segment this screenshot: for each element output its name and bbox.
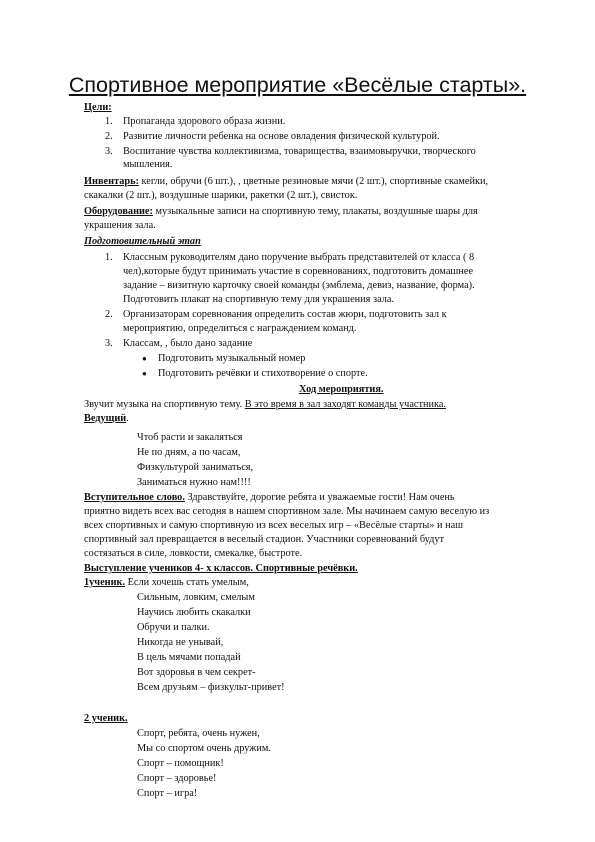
equipment-heading: Оборудование: — [84, 206, 153, 217]
prep-text: мероприятию, определиться с награждением команд. — [123, 323, 357, 334]
verse-line: Чтоб расти и закаляться — [137, 432, 243, 443]
intro-text: всех спортивных и самую спортивную из всех веселых игр – «Весёлые старты» и наш — [84, 520, 464, 531]
bullet-icon: ● — [142, 354, 147, 363]
music-paragraph — [84, 398, 446, 411]
course-heading: Ход мероприятия. — [299, 384, 384, 395]
goal-number: 2. — [105, 131, 113, 142]
prep-number: 3. — [105, 338, 113, 349]
goal-text: Развитие личности ребенка на основе овладения физической культурой. — [123, 131, 440, 142]
page-title: Спортивное мероприятие «Весёлые старты». — [68, 73, 527, 97]
verse-line: Не по дням, а по часам, — [137, 447, 241, 458]
verse-line: Заниматься нужно нам!!!! — [137, 477, 251, 488]
inventory-paragraph — [84, 175, 488, 188]
equipment-text: музыкальные записи на спортивную тему, плакаты, воздушные шары для — [152, 206, 478, 217]
intro-text: приятно видеть всех вас сегодня в нашем спортивном зале. Мы начинаем самую веселую из — [84, 506, 490, 517]
equipment-paragraph — [84, 205, 478, 218]
equipment-text: украшения зала. — [84, 220, 156, 231]
host-dot: . — [126, 413, 129, 424]
student2-line: Спорт – здоровье! — [137, 773, 217, 784]
prep-heading: Подготовительный этап — [84, 236, 201, 247]
goal-text: Пропаганда здорового образа жизни. — [123, 116, 286, 127]
intro-text: состязаться в силе, ловкости, смекалке, быстроте. — [84, 548, 303, 559]
goals-heading: Цели: — [84, 102, 112, 113]
prep-text: чел),которые будут принимать участие в соревнованиях, подготовить домашнее — [123, 266, 474, 277]
prep-text: Классным руководителям дано поручение выбрать представителей от класса ( 8 — [123, 252, 475, 263]
inventory-heading: Инвентарь: — [84, 176, 139, 187]
bullet-icon: ● — [142, 369, 147, 378]
prep-text: Организаторам соревнования определить состав жюри, подготовить зал к — [123, 309, 447, 320]
goal-number: 3. — [105, 146, 113, 157]
student1-line: Обручи и палки. — [137, 622, 210, 633]
prep-number: 1. — [105, 252, 113, 263]
student2-line: Спорт – помощник! — [137, 758, 224, 769]
prep-bullet-text: Подготовить речёвки и стихотворение о спорте. — [158, 368, 368, 379]
goal-number: 1. — [105, 116, 113, 127]
student1-text: Если хочешь стать умелым, — [125, 577, 249, 588]
student2-line: Спорт – игра! — [137, 788, 198, 799]
intro-text: Здравствуйте, дорогие ребята и уважаемые гости! Нам очень — [184, 492, 455, 503]
prep-number: 2. — [105, 309, 113, 320]
verse-line: Физкультурой заниматься, — [137, 462, 254, 473]
goal-text: Воспитание чувства коллективизма, товарищества, взаимовыручки, творческого — [123, 146, 476, 157]
student1-label: 1ученик. — [84, 577, 126, 588]
host-line — [84, 412, 129, 425]
prep-bullet-text: Подготовить музыкальный номер — [158, 353, 306, 364]
student1-line: Сильным, ловким, смелым — [137, 592, 255, 603]
student1-line: Научись любить скакалки — [137, 607, 251, 618]
student1-first-line — [84, 576, 249, 589]
host-label: Ведущий — [84, 413, 127, 424]
student2-line: Спорт, ребята, очень нужен, — [137, 728, 260, 739]
prep-text: Классам, , было дано задание — [123, 338, 253, 349]
intro-label: Вступительное слово. — [84, 492, 185, 503]
prep-text: задание – визитную карточку своей команды (эмблема, девиз, название, форма). — [123, 280, 475, 291]
student2-line: Мы со спортом очень дружим. — [137, 743, 271, 754]
inventory-text: кегли, обручи (6 шт.), , цветные резиновые мячи (2 шт.), спортивные скамейки, — [138, 176, 489, 187]
student1-line: Никогда не унывай, — [137, 637, 224, 648]
intro-paragraph — [84, 491, 455, 504]
student1-line: Вот здоровья в чем секрет- — [137, 667, 256, 678]
music-underlined-text: В это время в зал заходят команды участника. — [244, 399, 446, 410]
goal-text: мышления. — [123, 159, 173, 170]
music-text: Звучит музыка на спортивную тему. — [84, 399, 245, 410]
prep-text: Подготовить плакат на спортивную тему для украшения зала. — [123, 294, 395, 305]
inventory-text: скакалки (2 шт.), воздушные шарики, ракетки (2 шт.), свисток. — [84, 190, 358, 201]
student1-line: Всем друзьям – физкульт-привет! — [137, 682, 285, 693]
student1-line: В цель мячами попадай — [137, 652, 241, 663]
student2-label: 2 ученик. — [84, 713, 128, 724]
intro-text: спортивный зал превращается в веселый стадион. Участники соревнований будут — [84, 534, 445, 545]
performance-heading: Выступление учеников 4- х классов. Спортивные речёвки. — [84, 563, 358, 574]
